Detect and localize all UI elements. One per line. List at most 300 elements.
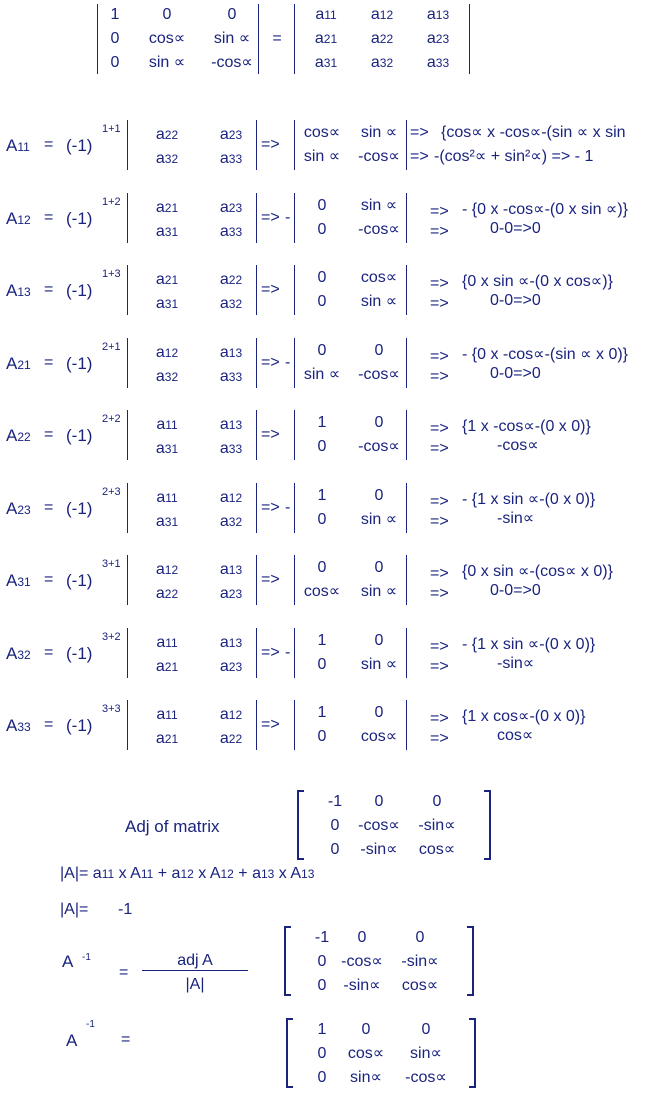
result-cell: sin∝ (350, 1069, 382, 1086)
result-arrow: => (430, 493, 449, 510)
subscript: 11 (17, 140, 30, 154)
result-arrow: => (430, 638, 449, 655)
subscript: 32 (228, 515, 243, 529)
subscript: 11 (101, 867, 115, 881)
minor-left-bar (127, 120, 128, 170)
rhs-matrix-cell: a21 (314, 30, 338, 47)
minor-cell: a21 (155, 199, 179, 216)
sign-base: (-1) (66, 354, 93, 373)
subscript: 21 (17, 358, 31, 372)
minor-left-bar (127, 700, 128, 750)
result-cell: 0 (421, 1021, 431, 1038)
rhs-matrix-cell: a11 (315, 6, 337, 23)
sign-base: (-1) (66, 716, 93, 735)
minor-cell: a31 (155, 223, 179, 240)
minor-right-bar (256, 120, 257, 170)
value-cell: 0 (317, 656, 327, 673)
sign-base: (-1) (66, 136, 93, 155)
result-cell: 0 (317, 1069, 327, 1086)
subscript: 13 (17, 285, 31, 299)
subscript: 33 (435, 56, 450, 70)
subscript: 13 (228, 636, 243, 650)
minor-cell: a33 (219, 440, 243, 457)
subscript: 23 (228, 128, 243, 142)
value-cell: sin ∝ (360, 656, 398, 673)
result-expression: {1 x cos∝-(0 x 0)} (462, 708, 586, 725)
minor-right-bar (256, 265, 257, 315)
subscript: 21 (164, 732, 179, 746)
inverse-cell: -1 (314, 929, 330, 946)
value-left-bar (294, 483, 295, 533)
value-cell: 1 (317, 704, 327, 721)
minor-cell: a32 (155, 368, 179, 385)
lhs-matrix-cell: 0 (110, 54, 120, 71)
subscript: 12 (180, 867, 194, 881)
subscript: 11 (165, 708, 178, 722)
subscript: 21 (164, 660, 179, 674)
result-arrow: => (430, 348, 449, 365)
subscript: 32 (379, 56, 394, 70)
minor-cell: a13 (219, 561, 243, 578)
subscript: 22 (164, 587, 179, 601)
subscript: 33 (228, 370, 243, 384)
subscript: 21 (164, 201, 179, 215)
minor-cell: a12 (155, 344, 179, 361)
subscript: 11 (165, 636, 178, 650)
value-cell: 1 (317, 632, 327, 649)
result-expression: - {0 x -cos∝-(sin ∝ x 0)} (462, 346, 629, 363)
minor-cell: a32 (219, 513, 243, 530)
equals-sign: = (272, 30, 282, 47)
sign-exponent: 2+3 (102, 486, 121, 498)
subscript: 23 (228, 201, 243, 215)
cofactor-name: A23 (6, 499, 31, 518)
result-arrow: => (430, 368, 449, 385)
cofactor-name: A33 (6, 716, 31, 735)
cofactor-eq: = (44, 571, 54, 588)
sign-exponent: 1+1 (102, 123, 121, 135)
subscript: 21 (164, 273, 179, 287)
result-arrow: => (430, 223, 449, 240)
value-cell: 0 (317, 221, 327, 238)
rhs-matrix-cell: a23 (426, 30, 450, 47)
result-arrow: => (430, 275, 449, 292)
value-cell: sin ∝ (360, 293, 398, 310)
minor-cell: a31 (155, 513, 179, 530)
value-cell: cos∝ (303, 124, 341, 141)
sign-base: (-1) (66, 426, 93, 445)
subscript: 12 (228, 708, 243, 722)
sign-exponent: 2+2 (102, 413, 121, 425)
inverse-eq: = (119, 964, 129, 981)
sign-exponent: 1+2 (102, 196, 121, 208)
rhs-matrix-cell: a33 (426, 54, 450, 71)
minor-cell: a33 (219, 150, 243, 167)
result-arrow: => (430, 295, 449, 312)
result-cell: 0 (361, 1021, 371, 1038)
lhs-matrix-cell: sin ∝ (213, 30, 251, 47)
inverse-cell: 0 (317, 977, 327, 994)
minor-cell: a12 (219, 489, 243, 506)
value-cell: 0 (374, 559, 384, 576)
value-cell: -cos∝ (358, 366, 400, 383)
value-cell: 0 (317, 559, 327, 576)
rhs-matrix-left-bar (294, 4, 295, 74)
minor-left-bar (127, 628, 128, 678)
implies-arrow: => (261, 716, 280, 733)
cofactor-eq: = (44, 136, 54, 153)
result-value: 0-0=>0 (490, 220, 541, 237)
result-cell: cos∝ (347, 1045, 385, 1062)
subscript: 22 (379, 32, 394, 46)
subscript: 13 (228, 563, 243, 577)
lhs-matrix-cell: 0 (162, 6, 172, 23)
cofactor-name: A13 (6, 281, 31, 300)
value-cell: cos∝ (360, 728, 398, 745)
adj-label: Adj of matrix (125, 817, 220, 836)
minor-cell: a33 (219, 368, 243, 385)
subscript: 23 (17, 503, 31, 517)
cofactor-name: A31 (6, 571, 31, 590)
implies-arrow: => (261, 209, 280, 226)
minor-cell: a13 (219, 634, 243, 651)
cofactor-name: A22 (6, 426, 31, 445)
value-cell: 0 (317, 438, 327, 455)
adj-cell: -cos∝ (358, 817, 400, 834)
inverse-lhs: A (62, 952, 74, 971)
value-cell: cos∝ (360, 269, 398, 286)
subscript: 31 (164, 515, 179, 529)
det-label: |A|= (60, 901, 89, 918)
result-arrow: => (430, 440, 449, 457)
value-cell: 0 (374, 342, 384, 359)
subscript: 21 (323, 32, 338, 46)
subscript: 13 (301, 867, 315, 881)
result-arrow: => (430, 730, 449, 747)
value-cell: 0 (317, 728, 327, 745)
value-cell: 1 (317, 414, 327, 431)
cofactor-eq: = (44, 281, 54, 298)
value-left-bar (294, 628, 295, 678)
inverse-cell: -cos∝ (341, 953, 383, 970)
minor-cell: a22 (155, 585, 179, 602)
result-expression: {0 x sin ∝-(0 x cos∝)} (462, 273, 613, 290)
value-cell: -cos∝ (358, 148, 400, 165)
minor-cell: a23 (219, 126, 243, 143)
inverse-cell: 0 (317, 953, 327, 970)
minor-cell: a33 (219, 223, 243, 240)
result-arrow: => (430, 658, 449, 675)
minor-left-bar (127, 410, 128, 460)
sign-base: (-1) (66, 209, 93, 228)
value-cell: 0 (317, 342, 327, 359)
rhs-matrix-cell: a32 (370, 54, 394, 71)
value-cell: -cos∝ (358, 221, 400, 238)
det-value: -1 (118, 901, 133, 918)
subscript: 11 (165, 418, 178, 432)
subscript: 32 (228, 297, 243, 311)
subscript: 31 (164, 297, 179, 311)
subscript: 23 (435, 32, 450, 46)
value-cell: sin ∝ (360, 583, 398, 600)
value-cell: 0 (317, 293, 327, 310)
subscript: 11 (324, 8, 337, 22)
subscript: 11 (165, 491, 178, 505)
subscript: 31 (323, 56, 338, 70)
adj-cell: -sin∝ (360, 841, 398, 858)
minor-cell: a31 (155, 295, 179, 312)
value-cell: 0 (374, 414, 384, 431)
lhs-matrix-cell: 1 (110, 6, 120, 23)
minor-cell: a21 (155, 271, 179, 288)
subscript: 13 (261, 867, 275, 881)
value-left-bar (294, 120, 295, 170)
result-lhs: A (66, 1031, 78, 1050)
sign-exponent: 1+3 (102, 268, 121, 280)
value-cell: 0 (317, 269, 327, 286)
cofactor-eq: = (44, 644, 54, 661)
result-arrow: => (430, 203, 449, 220)
minor-right-bar (256, 483, 257, 533)
result-arrow: => (430, 420, 449, 437)
sign-base: (-1) (66, 281, 93, 300)
lhs-matrix-cell: 0 (227, 6, 237, 23)
adj-cell: cos∝ (418, 841, 456, 858)
subscript: 32 (164, 370, 179, 384)
minor-cell: a11 (156, 489, 178, 506)
result-arrow: => (410, 148, 429, 165)
result-exp: -1 (86, 1019, 95, 1030)
value-cell: 0 (317, 511, 327, 528)
value-cell: sin ∝ (360, 511, 398, 528)
result-arrow: => (430, 585, 449, 602)
inverse-numerator: adj A (177, 952, 213, 969)
subscript: 33 (228, 152, 243, 166)
inverse-cell: -sin∝ (343, 977, 381, 994)
subscript: 32 (17, 648, 31, 662)
lhs-matrix-left-bar (97, 4, 98, 74)
value-cell: sin ∝ (303, 148, 341, 165)
result-expression: {1 x -cos∝-(0 x 0)} (462, 418, 591, 435)
value-cell: 1 (317, 487, 327, 504)
lhs-matrix-cell: -cos∝ (211, 54, 253, 71)
subscript: 33 (228, 442, 243, 456)
inverse-denominator: |A| (185, 976, 205, 993)
rhs-matrix-cell: a13 (426, 6, 450, 23)
rhs-matrix-right-bar (469, 4, 470, 74)
subscript: 12 (379, 8, 394, 22)
result-arrow: => (430, 513, 449, 530)
subscript: 12 (228, 491, 243, 505)
result-value: -cos∝ (497, 437, 539, 454)
minor-cell: a11 (156, 706, 178, 723)
subscript: 33 (228, 225, 243, 239)
inverse-cell: 0 (415, 929, 425, 946)
minor-cell: a13 (219, 344, 243, 361)
result-expression: - {1 x sin ∝-(0 x 0)} (462, 636, 596, 653)
minor-right-bar (256, 193, 257, 243)
result-value: 0-0=>0 (490, 582, 541, 599)
cofactor-eq: = (44, 209, 54, 226)
subscript: 12 (220, 867, 234, 881)
inverse-exp: -1 (82, 952, 91, 963)
subscript: 22 (228, 732, 243, 746)
implies-arrow: => (261, 571, 280, 588)
lhs-matrix-cell: 0 (110, 30, 120, 47)
adj-cell: 0 (432, 793, 442, 810)
minor-cell: a31 (155, 440, 179, 457)
subscript: 22 (164, 128, 179, 142)
result-expression: {0 x sin ∝-(cos∝ x 0)} (462, 563, 613, 580)
minor-cell: a23 (219, 199, 243, 216)
implies-arrow: => (261, 136, 280, 153)
result-expression: - {1 x sin ∝-(0 x 0)} (462, 491, 596, 508)
subscript: 13 (228, 418, 243, 432)
minor-left-bar (127, 483, 128, 533)
rhs-matrix-cell: a22 (370, 30, 394, 47)
subscript: 23 (228, 587, 243, 601)
minor-right-bar (256, 628, 257, 678)
sign-exponent: 3+2 (102, 631, 121, 643)
cofactor-name: A11 (6, 136, 30, 155)
result-value: -sin∝ (497, 510, 535, 527)
sign-base: (-1) (66, 499, 93, 518)
subscript: 31 (17, 575, 31, 589)
subscript: 22 (17, 430, 31, 444)
minor-right-bar (256, 555, 257, 605)
result-arrow: => (430, 565, 449, 582)
cofactor-eq: = (44, 354, 54, 371)
adj-cell: -sin∝ (418, 817, 456, 834)
minor-cell: a11 (156, 634, 178, 651)
result-arrow: => (430, 710, 449, 727)
value-cell: 0 (374, 487, 384, 504)
implies-arrow: => (261, 644, 280, 661)
value-cell: sin ∝ (360, 124, 398, 141)
cofactor-eq: = (44, 716, 54, 733)
fraction-bar (142, 970, 248, 971)
sign-exponent: 3+3 (102, 703, 121, 715)
value-left-bar (294, 555, 295, 605)
result-expression: {cos∝ x -cos∝-(sin ∝ x sin (441, 124, 626, 141)
cofactor-name: A32 (6, 644, 31, 663)
minor-cell: a12 (155, 561, 179, 578)
minor-right-bar (256, 700, 257, 750)
result-arrow: => (410, 124, 429, 141)
sign-base: (-1) (66, 644, 93, 663)
lhs-matrix-cell: cos∝ (148, 30, 186, 47)
value-cell: 0 (374, 704, 384, 721)
minor-cell: a21 (155, 658, 179, 675)
minor-left-bar (127, 193, 128, 243)
value-left-bar (294, 700, 295, 750)
lhs-matrix-cell: sin ∝ (148, 54, 186, 71)
minor-cell: a23 (219, 585, 243, 602)
negative-sign: - (285, 644, 291, 661)
subscript: 13 (228, 346, 243, 360)
subscript: 23 (228, 660, 243, 674)
negative-sign: - (285, 354, 291, 371)
implies-arrow: => (261, 354, 280, 371)
minor-right-bar (256, 338, 257, 388)
negative-sign: - (285, 499, 291, 516)
implies-arrow: => (261, 426, 280, 443)
minor-cell: a32 (219, 295, 243, 312)
result-cell: 1 (317, 1021, 327, 1038)
minor-cell: a22 (155, 126, 179, 143)
subscript: 11 (140, 867, 154, 881)
subscript: 32 (164, 152, 179, 166)
adj-cell: -1 (327, 793, 343, 810)
implies-arrow: => (261, 281, 280, 298)
cofactor-eq: = (44, 499, 54, 516)
result-cell: sin∝ (410, 1045, 442, 1062)
subscript: 12 (164, 346, 179, 360)
subscript: 12 (17, 213, 31, 227)
subscript: 31 (164, 442, 179, 456)
minor-left-bar (127, 555, 128, 605)
rhs-matrix-cell: a31 (314, 54, 338, 71)
minor-cell: a22 (219, 271, 243, 288)
minor-right-bar (256, 410, 257, 460)
value-cell: sin ∝ (303, 366, 341, 383)
value-left-bar (294, 193, 295, 243)
adj-cell: 0 (374, 793, 384, 810)
value-cell: 0 (374, 632, 384, 649)
cofactor-eq: = (44, 426, 54, 443)
result-cell: -cos∝ (405, 1069, 447, 1086)
subscript: 31 (164, 225, 179, 239)
adj-cell: 0 (330, 841, 340, 858)
sign-base: (-1) (66, 571, 93, 590)
inverse-cell: -sin∝ (401, 953, 439, 970)
minor-cell: a12 (219, 706, 243, 723)
value-cell: 0 (317, 197, 327, 214)
adj-cell: 0 (330, 817, 340, 834)
subscript: 12 (164, 563, 179, 577)
result-value: 0-0=>0 (490, 292, 541, 309)
det-expansion: |A|= a11 x A11 + a12 x A12 + a13 x A13 (60, 865, 315, 882)
minor-cell: a21 (155, 730, 179, 747)
sign-exponent: 2+1 (102, 341, 121, 353)
value-left-bar (294, 265, 295, 315)
negative-sign: - (285, 209, 291, 226)
minor-left-bar (127, 265, 128, 315)
cofactor-name: A21 (6, 354, 31, 373)
rhs-matrix-cell: a12 (370, 6, 394, 23)
result-cell: 0 (317, 1045, 327, 1062)
minor-cell: a11 (156, 416, 178, 433)
result-eq: = (121, 1031, 131, 1048)
result-expression: - {0 x -cos∝-(0 x sin ∝)} (462, 201, 629, 218)
value-cell: sin ∝ (360, 197, 398, 214)
result-value: cos∝ (497, 727, 534, 744)
value-cell: cos∝ (303, 583, 341, 600)
subscript: 13 (435, 8, 450, 22)
minor-cell: a32 (155, 150, 179, 167)
result-value: -sin∝ (497, 655, 535, 672)
minor-left-bar (127, 338, 128, 388)
minor-cell: a13 (219, 416, 243, 433)
result-value: -(cos²∝ + sin²∝) => - 1 (434, 148, 594, 165)
subscript: 33 (17, 720, 31, 734)
implies-arrow: => (261, 499, 280, 516)
lhs-matrix-right-bar (258, 4, 259, 74)
cofactor-name: A12 (6, 209, 31, 228)
value-cell: -cos∝ (358, 438, 400, 455)
inverse-cell: cos∝ (401, 977, 439, 994)
value-left-bar (294, 410, 295, 460)
